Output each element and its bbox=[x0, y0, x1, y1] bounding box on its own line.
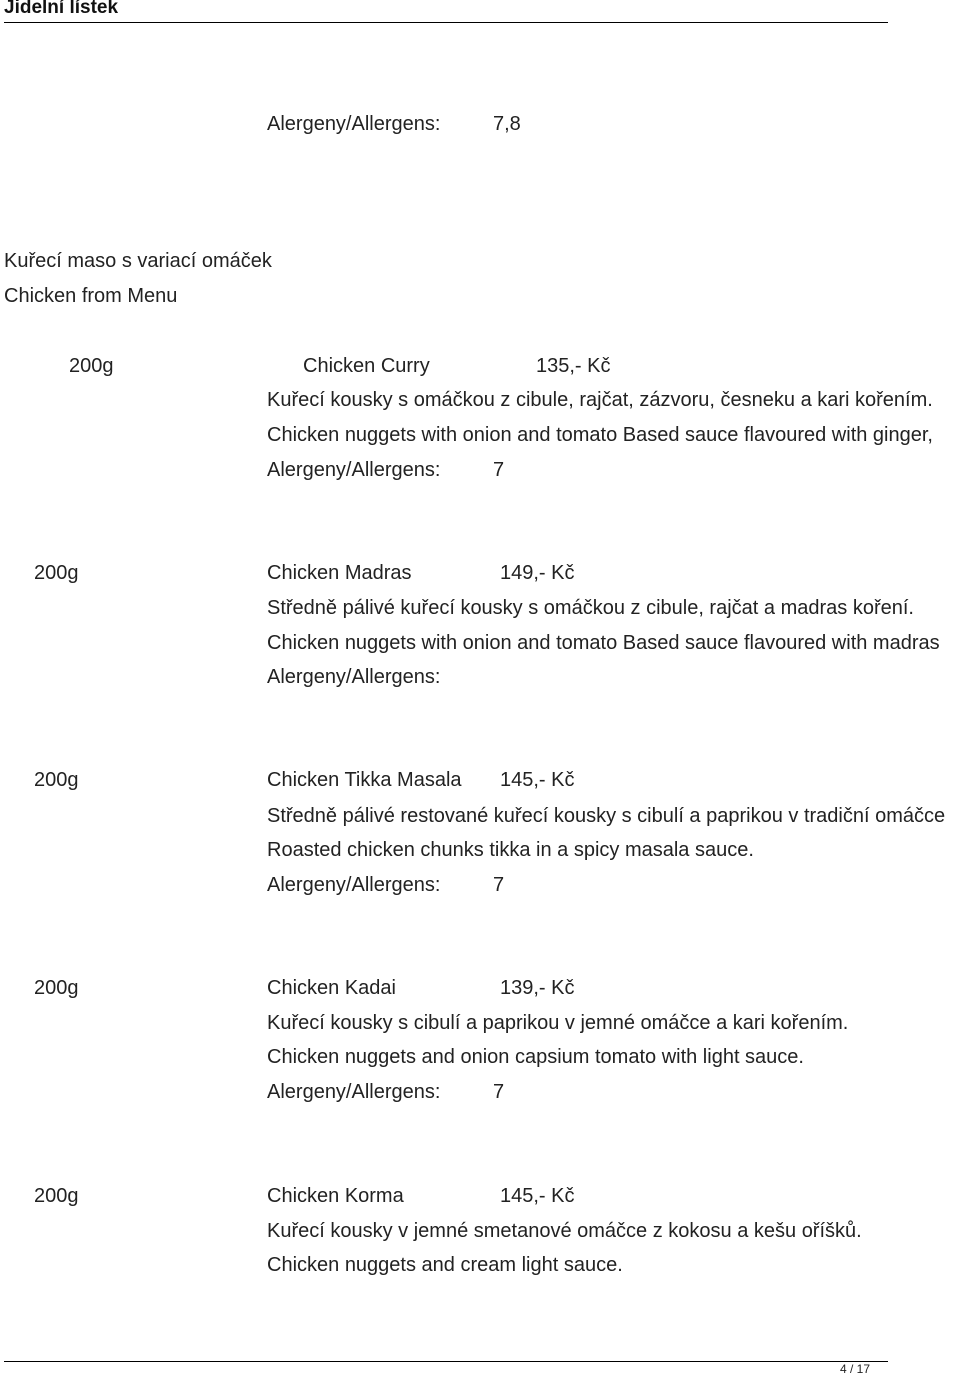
menu-item-price: 139,- Kč bbox=[500, 977, 575, 999]
menu-item-description-cz: Kuřecí kousky v jemné smetanové omáčce z kokosu a kešu oříšků. bbox=[267, 1220, 862, 1242]
menu-item-name: Chicken Korma bbox=[267, 1185, 404, 1207]
section-title-cz: Kuřecí maso s variací omáček bbox=[4, 250, 272, 272]
menu-item-weight: 200g bbox=[34, 562, 79, 584]
menu-item-allergens-label: Alergeny/Allergens: bbox=[267, 459, 441, 481]
menu-item-weight: 200g bbox=[34, 1185, 79, 1207]
menu-item-allergens-label: Alergeny/Allergens: bbox=[267, 666, 441, 688]
menu-item-allergens-value: 7 bbox=[493, 1081, 505, 1103]
menu-item-description-cz: Kuřecí kousky s omáčkou z cibule, rajčat, zázvoru, česneku a kari kořením. bbox=[267, 389, 933, 411]
menu-item-description-cz: Středně pálivé kuřecí kousky s omáčkou z cibule, rajčat a madras koření. bbox=[267, 597, 914, 619]
menu-item-weight: 200g bbox=[34, 977, 79, 999]
menu-item-weight: 200g bbox=[34, 769, 79, 791]
menu-item-description-cz: Kuřecí kousky s cibulí a paprikou v jemné omáčce a kari kořením. bbox=[267, 1012, 849, 1034]
menu-item-price: 149,- Kč bbox=[500, 562, 575, 584]
menu-item-description-en: Chicken nuggets with onion and tomato Based sauce flavoured with madras bbox=[267, 632, 940, 654]
menu-item-price: 145,- Kč bbox=[500, 1185, 575, 1207]
menu-item-description-cz: Středně pálivé restované kuřecí kousky s cibulí a paprikou v tradiční omáčce bbox=[267, 805, 946, 827]
menu-item-allergens-label: Alergeny/Allergens: bbox=[267, 874, 441, 896]
menu-item-allergens-value: 7 bbox=[493, 459, 505, 481]
menu-item-allergens-label: Alergeny/Allergens: bbox=[267, 1081, 441, 1103]
menu-item-allergens-value: 7 bbox=[493, 874, 505, 896]
menu-item-weight: 200g bbox=[69, 355, 114, 377]
menu-item-price: 145,- Kč bbox=[500, 769, 575, 791]
page-header-title: Jidelní lístek bbox=[4, 0, 119, 18]
allergens-value: 7,8 bbox=[493, 113, 521, 135]
menu-item-description-en: Roasted chicken chunks tikka in a spicy masala sauce. bbox=[267, 839, 754, 861]
menu-item-price: 135,- Kč bbox=[536, 355, 611, 377]
allergens-label: Alergeny/Allergens: bbox=[267, 113, 441, 135]
menu-item-name: Chicken Madras bbox=[267, 562, 412, 584]
menu-item-description-en: Chicken nuggets and cream light sauce. bbox=[267, 1254, 623, 1276]
header-divider bbox=[4, 22, 888, 23]
menu-item-name: Chicken Curry bbox=[303, 355, 430, 377]
menu-item-description-en: Chicken nuggets with onion and tomato Based sauce flavoured with ginger, bbox=[267, 424, 933, 446]
page-number: 4 / 17 bbox=[840, 1362, 871, 1376]
footer-divider bbox=[4, 1361, 888, 1362]
menu-item-name: Chicken Kadai bbox=[267, 977, 396, 999]
section-title-en: Chicken from Menu bbox=[4, 285, 178, 307]
menu-item-name: Chicken Tikka Masala bbox=[267, 769, 462, 791]
menu-item-description-en: Chicken nuggets and onion capsium tomato with light sauce. bbox=[267, 1046, 804, 1068]
